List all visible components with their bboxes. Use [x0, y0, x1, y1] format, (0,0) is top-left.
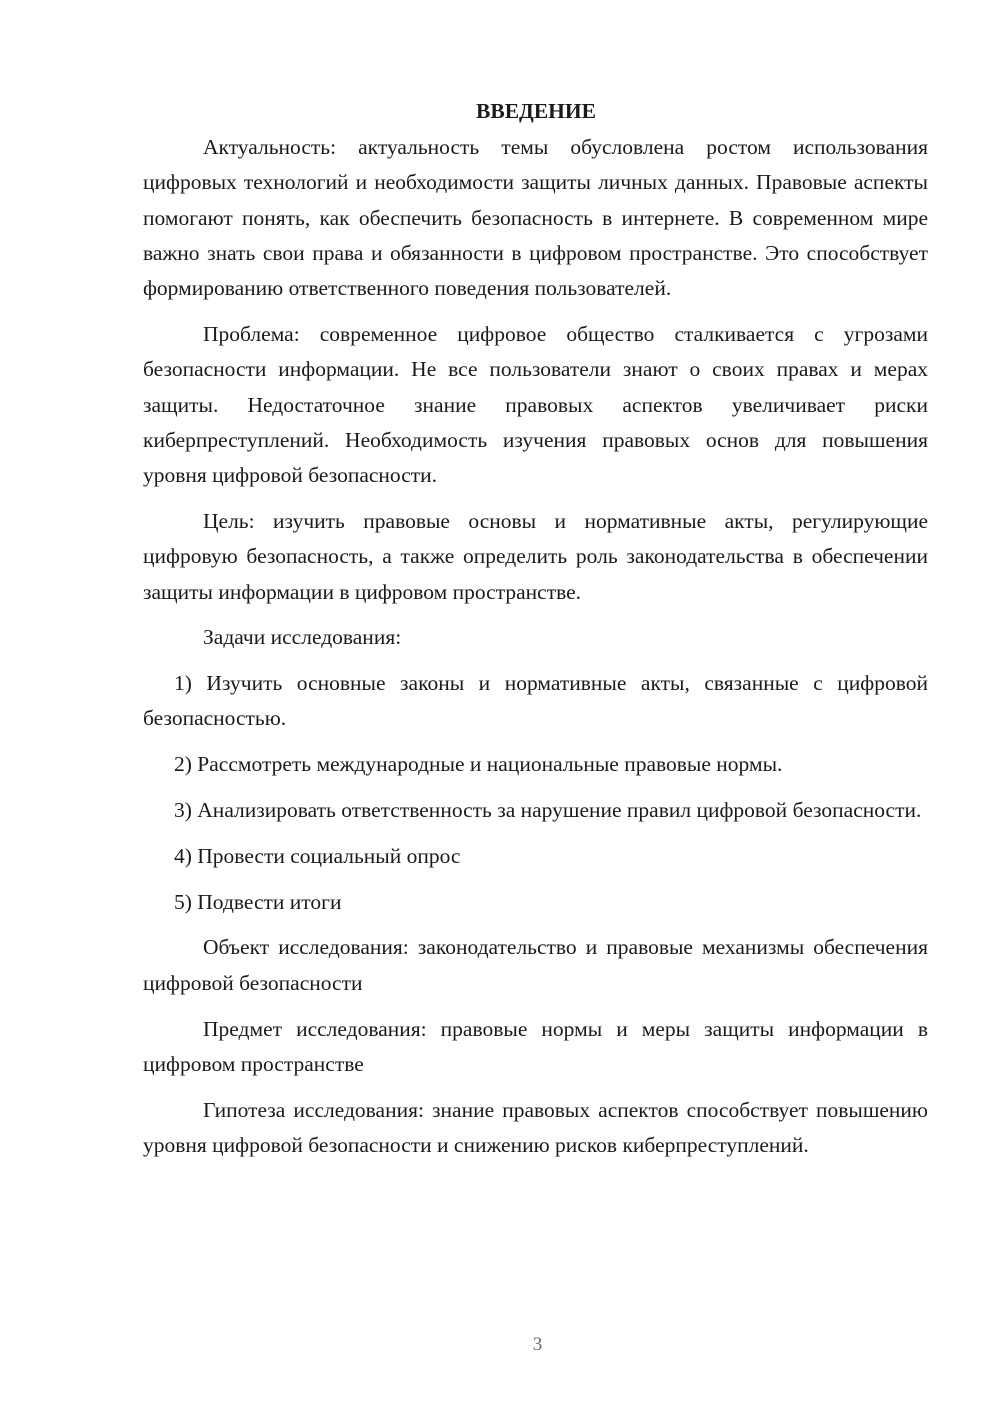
- paragraph-object: Объект исследования: законодательство и правовые механизмы обеспечения цифровой безопасности: [143, 935, 928, 995]
- page-number: 3: [532, 1334, 543, 1355]
- section-title: ВВЕДЕНИЕ: [476, 99, 596, 123]
- tasks-heading: Задачи исследования:: [203, 625, 402, 650]
- paragraph-goal: Цель: изучить правовые основы и нормативные акты, регулирующие цифровую безопасность, а также определить роль законодательства в обеспечении защиты информации в цифровом пространстве.: [143, 508, 928, 604]
- task-item-1: 1) Изучить основные законы и нормативные акты, связанные с цифровой безопасностью.: [143, 671, 928, 731]
- paragraph-problem: Проблема: современное цифровое общество сталкивается с угрозами безопасности информации. Не все пользователи знают о своих правах и мерах защиты. Недостаточное знание правовых аспектов увеличивает риски киберпреступлений. Необходимость изучения правовых основ для повышения уровня цифровой безопасности.: [143, 321, 928, 488]
- task-item-2: 2) Рассмотреть международные и национальные правовые нормы.: [174, 752, 783, 777]
- document-body: [143, 94, 928, 1174]
- task-item-4: 4) Провести социальный опрос: [174, 843, 461, 868]
- paragraph-hypothesis: Гипотеза исследования: знание правовых аспектов способствует повышению уровня цифровой безопасности и снижению рисков киберпреступлений.: [143, 1097, 928, 1157]
- task-item-3: 3) Анализировать ответственность за нарушение правил цифровой безопасности.: [174, 798, 922, 823]
- paragraph-relevance: Актуальность: актуальность темы обусловлена ростом использования цифровых технологий и необходимости защиты личных данных. Правовые аспекты помогают понять, как обеспечить безопасность в интернете. В современном мире важно знать свои права и обязанности в цифровом пространстве. Это способствует формированию ответственного поведения пользователей.: [143, 135, 928, 301]
- paragraph-subject: Предмет исследования: правовые нормы и меры защиты информации в цифровом пространстве: [143, 1016, 928, 1076]
- task-item-5: 5) Подвести итоги: [174, 889, 342, 914]
